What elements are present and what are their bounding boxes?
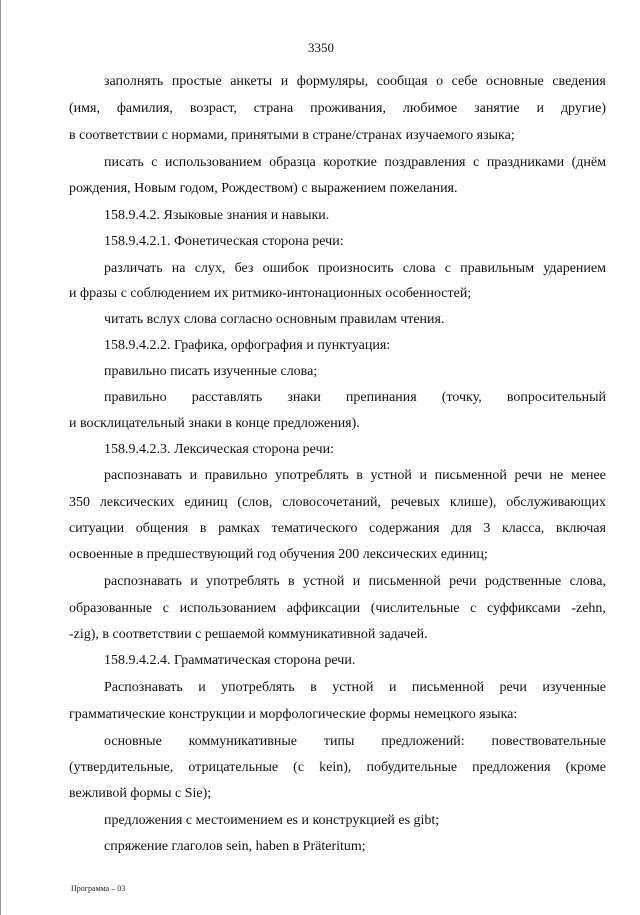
word: правильным bbox=[460, 261, 535, 276]
word: слова, bbox=[569, 574, 606, 589]
text-line: освоенные в предшествующий год обучения 200 лексических единиц; bbox=[69, 547, 488, 562]
word: содержания bbox=[369, 521, 440, 536]
text-line: предложения с местоимением es и конструкцией es gibt; bbox=[104, 813, 440, 828]
text-line bbox=[69, 600, 606, 618]
word: письменной bbox=[368, 574, 441, 589]
word: Распознавать bbox=[104, 680, 183, 695]
word: -zehn, bbox=[571, 601, 606, 616]
word: о bbox=[436, 74, 444, 89]
text-line: вежливой формы с Sie); bbox=[69, 786, 212, 801]
section-heading: 158.9.4.2.3. Лексическая сторона речи: bbox=[104, 442, 334, 457]
word: единиц bbox=[184, 495, 228, 510]
word: речи bbox=[514, 468, 542, 483]
word: слова bbox=[402, 261, 436, 276]
word: сведения bbox=[552, 74, 606, 89]
word: речевых bbox=[390, 495, 440, 510]
text-line: спряжение глаголов sein, haben в Präteritum; bbox=[104, 839, 366, 854]
section-heading: 158.9.4.2. Языковые знания и навыки. bbox=[104, 208, 330, 223]
word: использованием bbox=[179, 601, 277, 616]
word: (с bbox=[293, 760, 305, 775]
word: (утвердительные, bbox=[69, 760, 174, 775]
word: устной bbox=[370, 468, 412, 483]
word: формуляры, bbox=[296, 74, 369, 89]
text-line bbox=[69, 759, 606, 777]
word: предложений: bbox=[381, 734, 465, 749]
word: и bbox=[536, 101, 545, 116]
word: коммуникативные bbox=[188, 734, 297, 749]
text-line bbox=[104, 467, 606, 485]
word: сообщая bbox=[376, 74, 428, 89]
word: (слов, bbox=[237, 495, 273, 510]
word: (числительные bbox=[370, 601, 460, 616]
word: kein), bbox=[319, 760, 352, 775]
word: общения bbox=[135, 521, 189, 536]
text-line: рождения, Новым годом, Рождеством) с выражением пожелания. bbox=[69, 181, 458, 196]
text-line: правильно писать изученные слова; bbox=[104, 364, 318, 379]
text-line: читать вслух слова согласно основным правилам чтения. bbox=[104, 312, 445, 327]
word: правильно bbox=[204, 468, 268, 483]
word: анкеты bbox=[230, 74, 273, 89]
word: себе bbox=[451, 74, 478, 89]
word: проживания, bbox=[310, 101, 386, 116]
word: и bbox=[189, 468, 198, 483]
word: не bbox=[549, 468, 564, 483]
word: в bbox=[356, 468, 363, 483]
word: поздравления bbox=[384, 155, 466, 170]
word: занятие bbox=[474, 101, 520, 116]
text-line bbox=[104, 573, 606, 591]
word: (точку, bbox=[441, 390, 482, 405]
text-line: и фразы с соблюдением их ритмико-интонационных особенностей; bbox=[69, 286, 472, 301]
word: ударением bbox=[543, 261, 606, 276]
text-line bbox=[104, 679, 606, 697]
word: распознавать bbox=[104, 468, 182, 483]
word: на bbox=[171, 261, 186, 276]
page-number: 3350 bbox=[308, 40, 334, 55]
word: основные bbox=[104, 734, 162, 749]
word: страна bbox=[253, 101, 294, 116]
word: в bbox=[310, 680, 317, 695]
word: основные bbox=[485, 74, 544, 89]
word: изученные bbox=[542, 680, 606, 695]
word: отрицательные bbox=[188, 760, 279, 775]
word: ситуации bbox=[69, 521, 125, 536]
word: образца bbox=[269, 155, 316, 170]
word: вопросительный bbox=[506, 390, 606, 405]
word: расставлять bbox=[191, 390, 263, 405]
word: слух, bbox=[194, 261, 226, 276]
word: и bbox=[419, 468, 428, 483]
word: с bbox=[473, 155, 480, 170]
word: знаки bbox=[287, 390, 321, 405]
word: устной bbox=[332, 680, 374, 695]
word: использованием bbox=[165, 155, 262, 170]
footer-label: Программа – 03 bbox=[71, 884, 126, 893]
word: с bbox=[151, 155, 158, 170]
word: клише), bbox=[449, 495, 497, 510]
word: тематического bbox=[271, 521, 358, 536]
word: рамках bbox=[218, 521, 261, 536]
word: простые bbox=[171, 74, 222, 89]
section-heading: 158.9.4.2.1. Фонетическая сторона речи: bbox=[104, 234, 344, 249]
word: обслуживающих bbox=[506, 495, 606, 510]
word: распознавать bbox=[104, 574, 182, 589]
word: другие) bbox=[560, 101, 606, 116]
word: заполнять bbox=[104, 74, 164, 89]
word: словосочетаний, bbox=[282, 495, 381, 510]
word: ошибок bbox=[262, 261, 309, 276]
word: типы bbox=[323, 734, 355, 749]
word: различать bbox=[104, 261, 163, 276]
word: с bbox=[162, 601, 169, 616]
text-line bbox=[104, 73, 606, 91]
text-line: и восклицательный знаки в конце предложения). bbox=[69, 416, 360, 431]
word: в bbox=[199, 521, 207, 536]
word: короткие bbox=[323, 155, 377, 170]
text-line bbox=[69, 520, 606, 538]
word: фамилия, bbox=[116, 101, 173, 116]
text-line bbox=[104, 389, 606, 407]
word: без bbox=[234, 261, 254, 276]
word: 3 bbox=[483, 521, 491, 536]
word: суффиксами bbox=[487, 601, 561, 616]
word: употреблять bbox=[275, 468, 349, 483]
text-line: грамматические конструкции и морфологические формы немецкого языка: bbox=[69, 707, 518, 722]
word: включая bbox=[555, 521, 606, 536]
word: устной bbox=[303, 574, 345, 589]
word: и bbox=[198, 680, 206, 695]
word: и bbox=[280, 74, 289, 89]
text-line bbox=[104, 154, 606, 172]
word: лексических bbox=[99, 495, 175, 510]
word: класса, bbox=[501, 521, 545, 536]
section-heading: 158.9.4.2.4. Грамматическая сторона речи. bbox=[104, 653, 356, 668]
word: любимое bbox=[402, 101, 458, 116]
word: речи bbox=[449, 574, 477, 589]
word: с bbox=[444, 261, 451, 276]
word: праздниками bbox=[486, 155, 565, 170]
word: речи bbox=[499, 680, 527, 695]
word: и bbox=[388, 680, 397, 695]
word: повествовательные bbox=[491, 734, 606, 749]
word: менее bbox=[570, 468, 606, 483]
word: употреблять bbox=[206, 574, 280, 589]
word: и bbox=[190, 574, 198, 589]
word: произносить bbox=[317, 261, 394, 276]
text-line bbox=[104, 733, 606, 751]
word: возраст, bbox=[189, 101, 237, 116]
word: писать bbox=[104, 155, 144, 170]
word: препинания bbox=[345, 390, 417, 405]
word: с bbox=[470, 601, 477, 616]
section-heading: 158.9.4.2.2. Графика, орфография и пунктуация: bbox=[104, 338, 391, 353]
text-line bbox=[104, 260, 606, 278]
word: правильно bbox=[104, 390, 167, 405]
word: (кроме bbox=[565, 760, 606, 775]
word: 350 bbox=[69, 495, 90, 510]
word: в bbox=[288, 574, 295, 589]
word: родственные bbox=[484, 574, 562, 589]
word: аффиксации bbox=[286, 601, 361, 616]
word: письменной bbox=[434, 468, 507, 483]
word: (имя, bbox=[69, 101, 100, 116]
word: побудительные bbox=[366, 760, 458, 775]
text-line bbox=[69, 494, 606, 512]
word: (днём bbox=[571, 155, 606, 170]
word: и bbox=[352, 574, 361, 589]
word: письменной bbox=[411, 680, 485, 695]
text-line bbox=[69, 100, 606, 118]
text-line: -zig), в соответствии с решаемой коммуникативной задачей. bbox=[69, 627, 428, 642]
text-line: в соответствии с нормами, принятыми в стране/странах изучаемого языка; bbox=[69, 128, 515, 143]
word: предложения bbox=[472, 760, 551, 775]
word: образованные bbox=[69, 601, 153, 616]
word: употреблять bbox=[221, 680, 295, 695]
word: для bbox=[451, 521, 472, 536]
